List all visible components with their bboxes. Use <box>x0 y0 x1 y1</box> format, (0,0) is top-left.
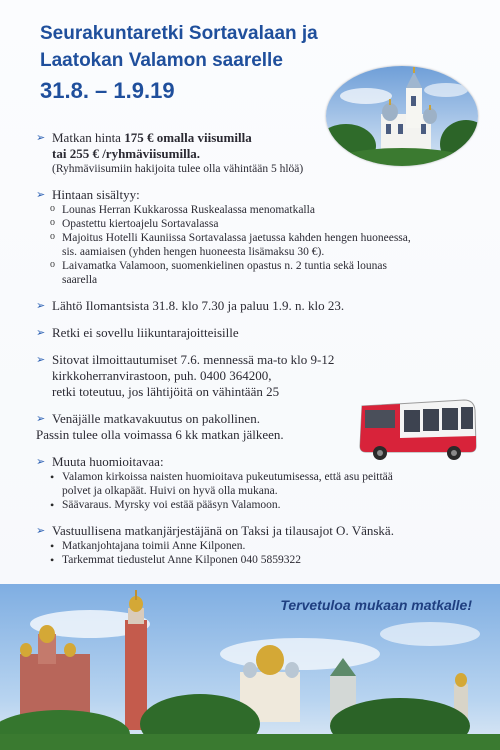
included-heading: ➢ Hintaan sisältyy: <box>36 187 476 203</box>
included-item: o Majoitus Hotelli Kauniissa Sortavalassa jaetussa kahden hengen huoneessa, <box>36 231 476 245</box>
flyer-content <box>36 130 476 567</box>
passport-note: Passin tulee olla voimassa 6 kk matkan jälkeen. <box>36 427 284 442</box>
group-visa-note: (Ryhmäviisumiin hakijoita tulee olla vähintään 5 hlöä) <box>52 163 304 175</box>
price-own-visa: 175 € omalla viisumilla <box>124 130 252 145</box>
other-item: • Säävaraus. Myrsky voi estää pääsyn Valamoon. <box>36 498 476 512</box>
included-item-cont: sis. aamiaisen (yhden hengen huoneesta lisämaksu 30 €). <box>62 246 325 258</box>
included-item: o Lounas Herran Kukkarossa Ruskealassa menomatkalla <box>36 203 476 217</box>
title-line-2: Laatokan Valamon saarelle <box>40 50 283 71</box>
welcome-message: Tervetuloa mukaan matkalle! <box>280 597 472 613</box>
other-item-cont: polvet ja olkapäät. Huivi on hyvä olla mukana. <box>62 485 278 497</box>
included-item: o Opastettu kiertoajelu Sortavalassa <box>36 217 476 231</box>
registration-line-1: Sitovat ilmoittautumiset 7.6. mennessä ma-to klo 9-12 <box>52 352 335 367</box>
price-group-visa: tai 255 € /ryhmäviisumilla. <box>52 146 201 161</box>
organizer-item: • Tarkemmat tiedustelut Anne Kilponen 040 5859322 <box>36 553 476 567</box>
bus-illustration <box>356 392 478 464</box>
price-intro: Matkan hinta <box>52 130 125 145</box>
included-item: o Laivamatka Valamoon, suomenkielinen opastus n. 2 tuntia sekä lounas <box>36 259 476 273</box>
flyer-title <box>40 20 340 104</box>
departure-info: ➢ Lähtö Ilomantsista 31.8. klo 7.30 ja paluu 1.9. n. klo 23. <box>36 298 476 314</box>
insurance-line-1: Venäjälle matkavakuutus on pakollinen. <box>52 411 260 426</box>
included-item-cont: saarella <box>62 274 98 286</box>
organizer-info: ➢ Vastuullisena matkanjärjestäjänä on Taksi ja tilausajot O. Vänskä. <box>36 523 476 539</box>
price-section <box>36 130 476 162</box>
title-line-1: Seurakuntaretki Sortavalaan ja <box>40 23 318 44</box>
other-item: • Valamon kirkoissa naisten huomioitava pukeutumisessa, että asu peittää <box>36 470 476 484</box>
registration-line-3: retki toteutuu, jos lähtijöitä on vähintään 25 <box>52 384 280 399</box>
accessibility-note: ➢ Retki ei sovellu liikuntarajoitteisille <box>36 325 476 341</box>
trip-dates: 31.8. – 1.9.19 <box>40 78 175 103</box>
other-heading: ➢ Muuta huomioitavaa: <box>36 454 476 470</box>
registration-line-2: kirkkoherranvirastoon, puh. 0400 364200, <box>52 368 272 383</box>
organizer-item: • Matkanjohtajana toimii Anne Kilponen. <box>36 539 476 553</box>
